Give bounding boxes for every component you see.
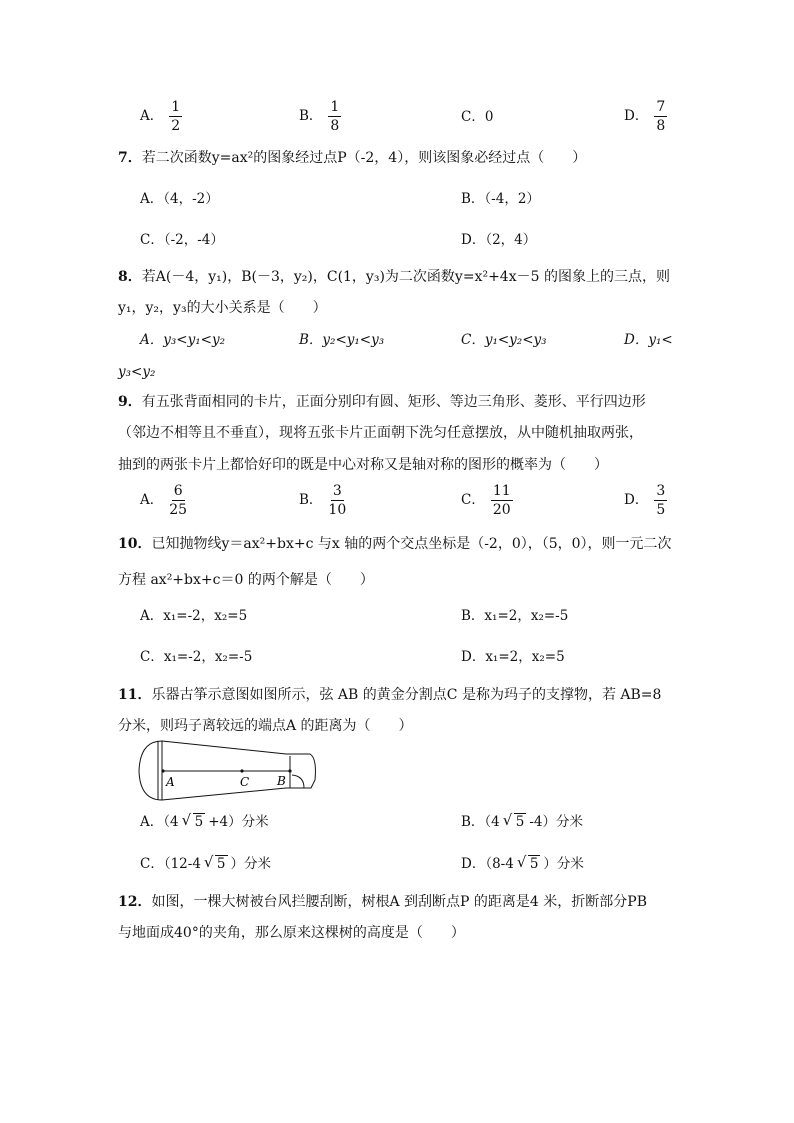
q10-option-c: C．x₁=-2，x₂=-5 bbox=[140, 649, 253, 665]
label-a: A bbox=[166, 775, 175, 789]
sqrt: √ 5 bbox=[516, 853, 539, 872]
q11-stem-line2: 分米，则玛子离较远的端点A 的距离为（ ） bbox=[118, 718, 413, 734]
q8-option-d: D．y₁< bbox=[624, 332, 673, 348]
q8-option-a: A．y₃<y₁<y₂ bbox=[140, 332, 225, 348]
q11-option-b: B．（4 √ 5 -4）分米 bbox=[461, 811, 584, 830]
fraction: $\frac{1}{8}$ bbox=[330, 99, 340, 134]
fraction: $\frac{1}{2}$ bbox=[171, 99, 181, 134]
guzheng-figure bbox=[136, 738, 318, 804]
q11-stem-line1: 11．乐器古筝示意图如图所示，弦 AB 的黄金分割点C 是称为玛子的支撑物，若 AB=8 bbox=[118, 687, 662, 703]
q7-option-d: D．（2，4） bbox=[461, 232, 537, 248]
point-b bbox=[288, 769, 291, 772]
q8-stem-line2: y₁，y₂，y₃的大小关系是（ ） bbox=[118, 300, 327, 316]
q9-option-b: B． $\frac{3}{10}$ bbox=[299, 483, 347, 518]
q6-option-b: B． $\frac{1}{8}$ bbox=[299, 99, 340, 134]
sqrt: √ 5 bbox=[502, 811, 525, 830]
q7-option-a: A．（4，-2） bbox=[140, 191, 219, 207]
q10-option-d: D．x₁=2，x₂=5 bbox=[461, 649, 565, 665]
right-arc bbox=[292, 775, 304, 788]
q9-option-d: D． $\frac{3}{5}$ bbox=[624, 483, 666, 518]
q10-stem-line1: 10．已知抛物线y＝ax²+bx+c 与x 轴的两个交点坐标是（-2，0），（5，0），则一元二次 bbox=[118, 536, 672, 552]
q6-option-d: D． $\frac{7}{8}$ bbox=[624, 99, 666, 134]
point-a bbox=[161, 769, 164, 772]
q11-option-c: C．（12-4 √ 5 ）分米 bbox=[140, 853, 272, 872]
q8-option-d-continued: y₃<y₂ bbox=[118, 364, 156, 380]
sqrt: √ 5 bbox=[203, 853, 226, 872]
point-c bbox=[240, 769, 243, 772]
q11-option-a: A．（4 √ 5 +4）分米 bbox=[140, 811, 269, 830]
fraction: $\frac{3}{10}$ bbox=[328, 483, 347, 518]
fraction: $\frac{6}{25}$ bbox=[169, 483, 188, 518]
q6-option-c: C．0 bbox=[461, 109, 494, 125]
q7-option-c: C．（-2，-4） bbox=[140, 232, 224, 248]
q12-stem-line2: 与地面成40°的夹角，那么原来这棵树的高度是（ ） bbox=[118, 925, 465, 941]
q8-option-b: B．y₂<y₁<y₃ bbox=[299, 332, 385, 348]
fraction: $\frac{11}{20}$ bbox=[492, 483, 511, 518]
q6-option-a: A． $\frac{1}{2}$ bbox=[140, 99, 181, 134]
q7-stem: 7．若二次函数y=ax²的图象经过点P（-2，4），则该图象必经过点（ ） bbox=[118, 150, 587, 166]
label-b: B bbox=[277, 774, 286, 788]
q8-stem-line1: 8．若A(－4，y₁)，B(－3，y₂)，C(1，y₃)为二次函数y=x²+4x－5 的图象上的三点，则 bbox=[118, 269, 670, 285]
q10-option-a: A．x₁=-2，x₂=5 bbox=[140, 608, 248, 624]
q11-option-d: D．（8-4 √ 5 ）分米 bbox=[461, 853, 584, 872]
q9-option-c: C． $\frac{11}{20}$ bbox=[461, 483, 511, 518]
fraction: $\frac{7}{8}$ bbox=[656, 99, 666, 134]
q8-option-c: C．y₁<y₂<y₃ bbox=[461, 332, 547, 348]
fraction: $\frac{3}{5}$ bbox=[656, 483, 666, 518]
label-c: C bbox=[240, 775, 250, 789]
q10-option-b: B．x₁=2，x₂=-5 bbox=[461, 608, 569, 624]
q12-stem-line1: 12．如图，一棵大树被台风拦腰刮断，树根A 到刮断点P 的距离是4 米，折断部分PB bbox=[118, 894, 647, 910]
sqrt: √ 5 bbox=[181, 811, 204, 830]
q9-stem-line1: 9．有五张背面相同的卡片，正面分别印有圆、矩形、等边三角形、菱形、平行四边形 bbox=[118, 394, 646, 410]
q10-stem-line2: 方程 ax²+bx+c＝0 的两个解是（ ） bbox=[118, 572, 374, 588]
q9-option-a: A． $\frac{6}{25}$ bbox=[140, 483, 188, 518]
q9-stem-line2: （邻边不相等且不垂直），现将五张卡片正面朝下洗匀任意摆放，从中随机抽取两张， bbox=[118, 425, 643, 441]
q9-stem-line3: 抽到的两张卡片上都恰好印的既是中心对称又是轴对称的图形的概率为（ ） bbox=[118, 457, 608, 473]
q7-option-b: B．（-4，2） bbox=[461, 191, 540, 207]
